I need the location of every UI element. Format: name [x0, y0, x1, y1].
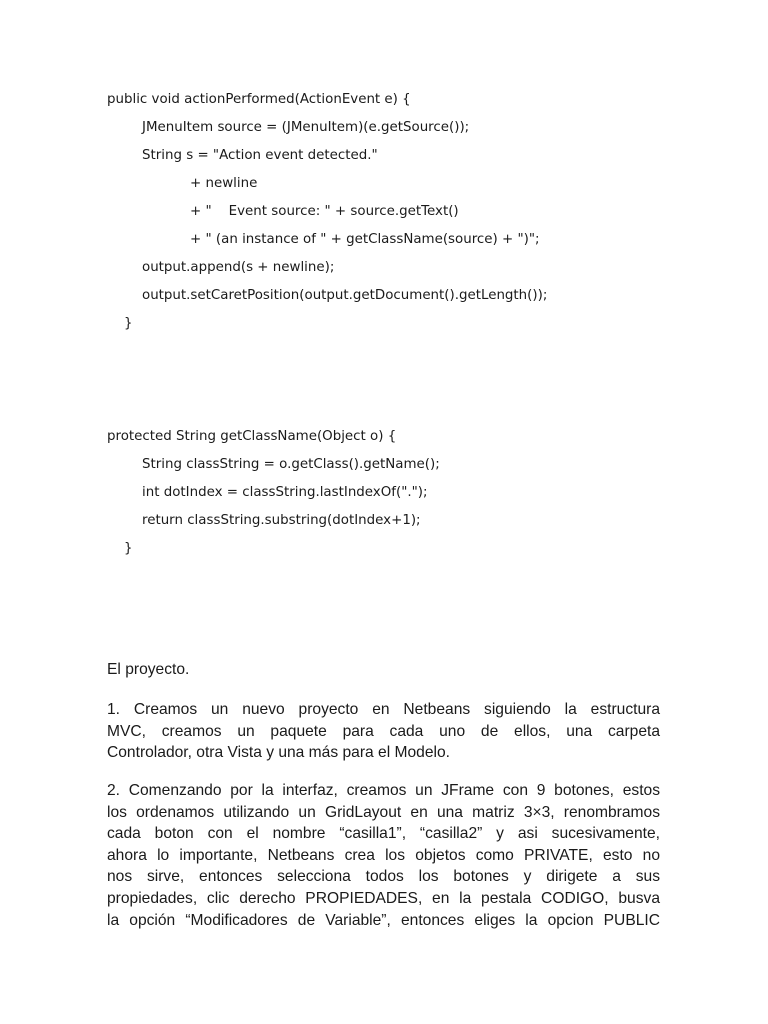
code-line: String classString = o.getClass().getName();: [142, 457, 440, 472]
paragraph-line: Controlador, otra Vista y una más para el Modelo.: [107, 744, 450, 762]
paragraph-line: 1. Creamos un nuevo proyecto en Netbeans siguiendo la estructura: [107, 701, 660, 718]
paragraph-2: [107, 780, 660, 931]
section-title: El proyecto.: [107, 661, 190, 678]
code-line: String s = "Action event detected.": [142, 148, 378, 163]
paragraph-line: 2. Comenzando por la interfaz, creamos un JFrame con 9 botones, estos: [107, 782, 660, 799]
code-line: }: [124, 541, 133, 556]
paragraph-line: la opción “Modificadores de Variable”, entonces eliges la opcion PUBLIC: [107, 911, 660, 929]
code-line: return classString.substring(dotIndex+1);: [142, 513, 421, 528]
paragraph-line: los ordenamos utilizando un GridLayout en una matriz 3×3, renombramos: [107, 803, 660, 821]
paragraph-line: propiedades, clic derecho PROPIEDADES, en la pestala CODIGO, busva: [107, 889, 660, 907]
code-line: int dotIndex = classString.lastIndexOf(".");: [142, 485, 428, 500]
paragraph-line: nos sirve, entonces selecciona todos los botones y dirigete a sus: [107, 868, 660, 886]
code-line: public void actionPerformed(ActionEvent e) {: [107, 92, 411, 107]
paragraph-1: [107, 699, 660, 764]
paragraph-line: cada boton con el nombre “casilla1”, “casilla2” y asi sucesivamente,: [107, 825, 660, 843]
code-line: + newline: [190, 176, 258, 191]
code-line: }: [124, 316, 133, 331]
code-line: output.setCaretPosition(output.getDocument().getLength());: [142, 288, 548, 303]
code-line: + " Event source: " + source.getText(): [190, 204, 459, 219]
paragraph-line: ahora lo importante, Netbeans crea los objetos como PRIVATE, esto no: [107, 846, 660, 864]
code-line: + " (an instance of " + getClassName(source) + ")";: [190, 232, 540, 247]
paragraph-line: MVC, creamos un paquete para cada uno de ellos, una carpeta: [107, 722, 660, 740]
code-line: JMenuItem source = (JMenuItem)(e.getSource());: [142, 120, 470, 135]
code-line: output.append(s + newline);: [142, 260, 335, 275]
code-line: protected String getClassName(Object o) {: [107, 429, 397, 444]
